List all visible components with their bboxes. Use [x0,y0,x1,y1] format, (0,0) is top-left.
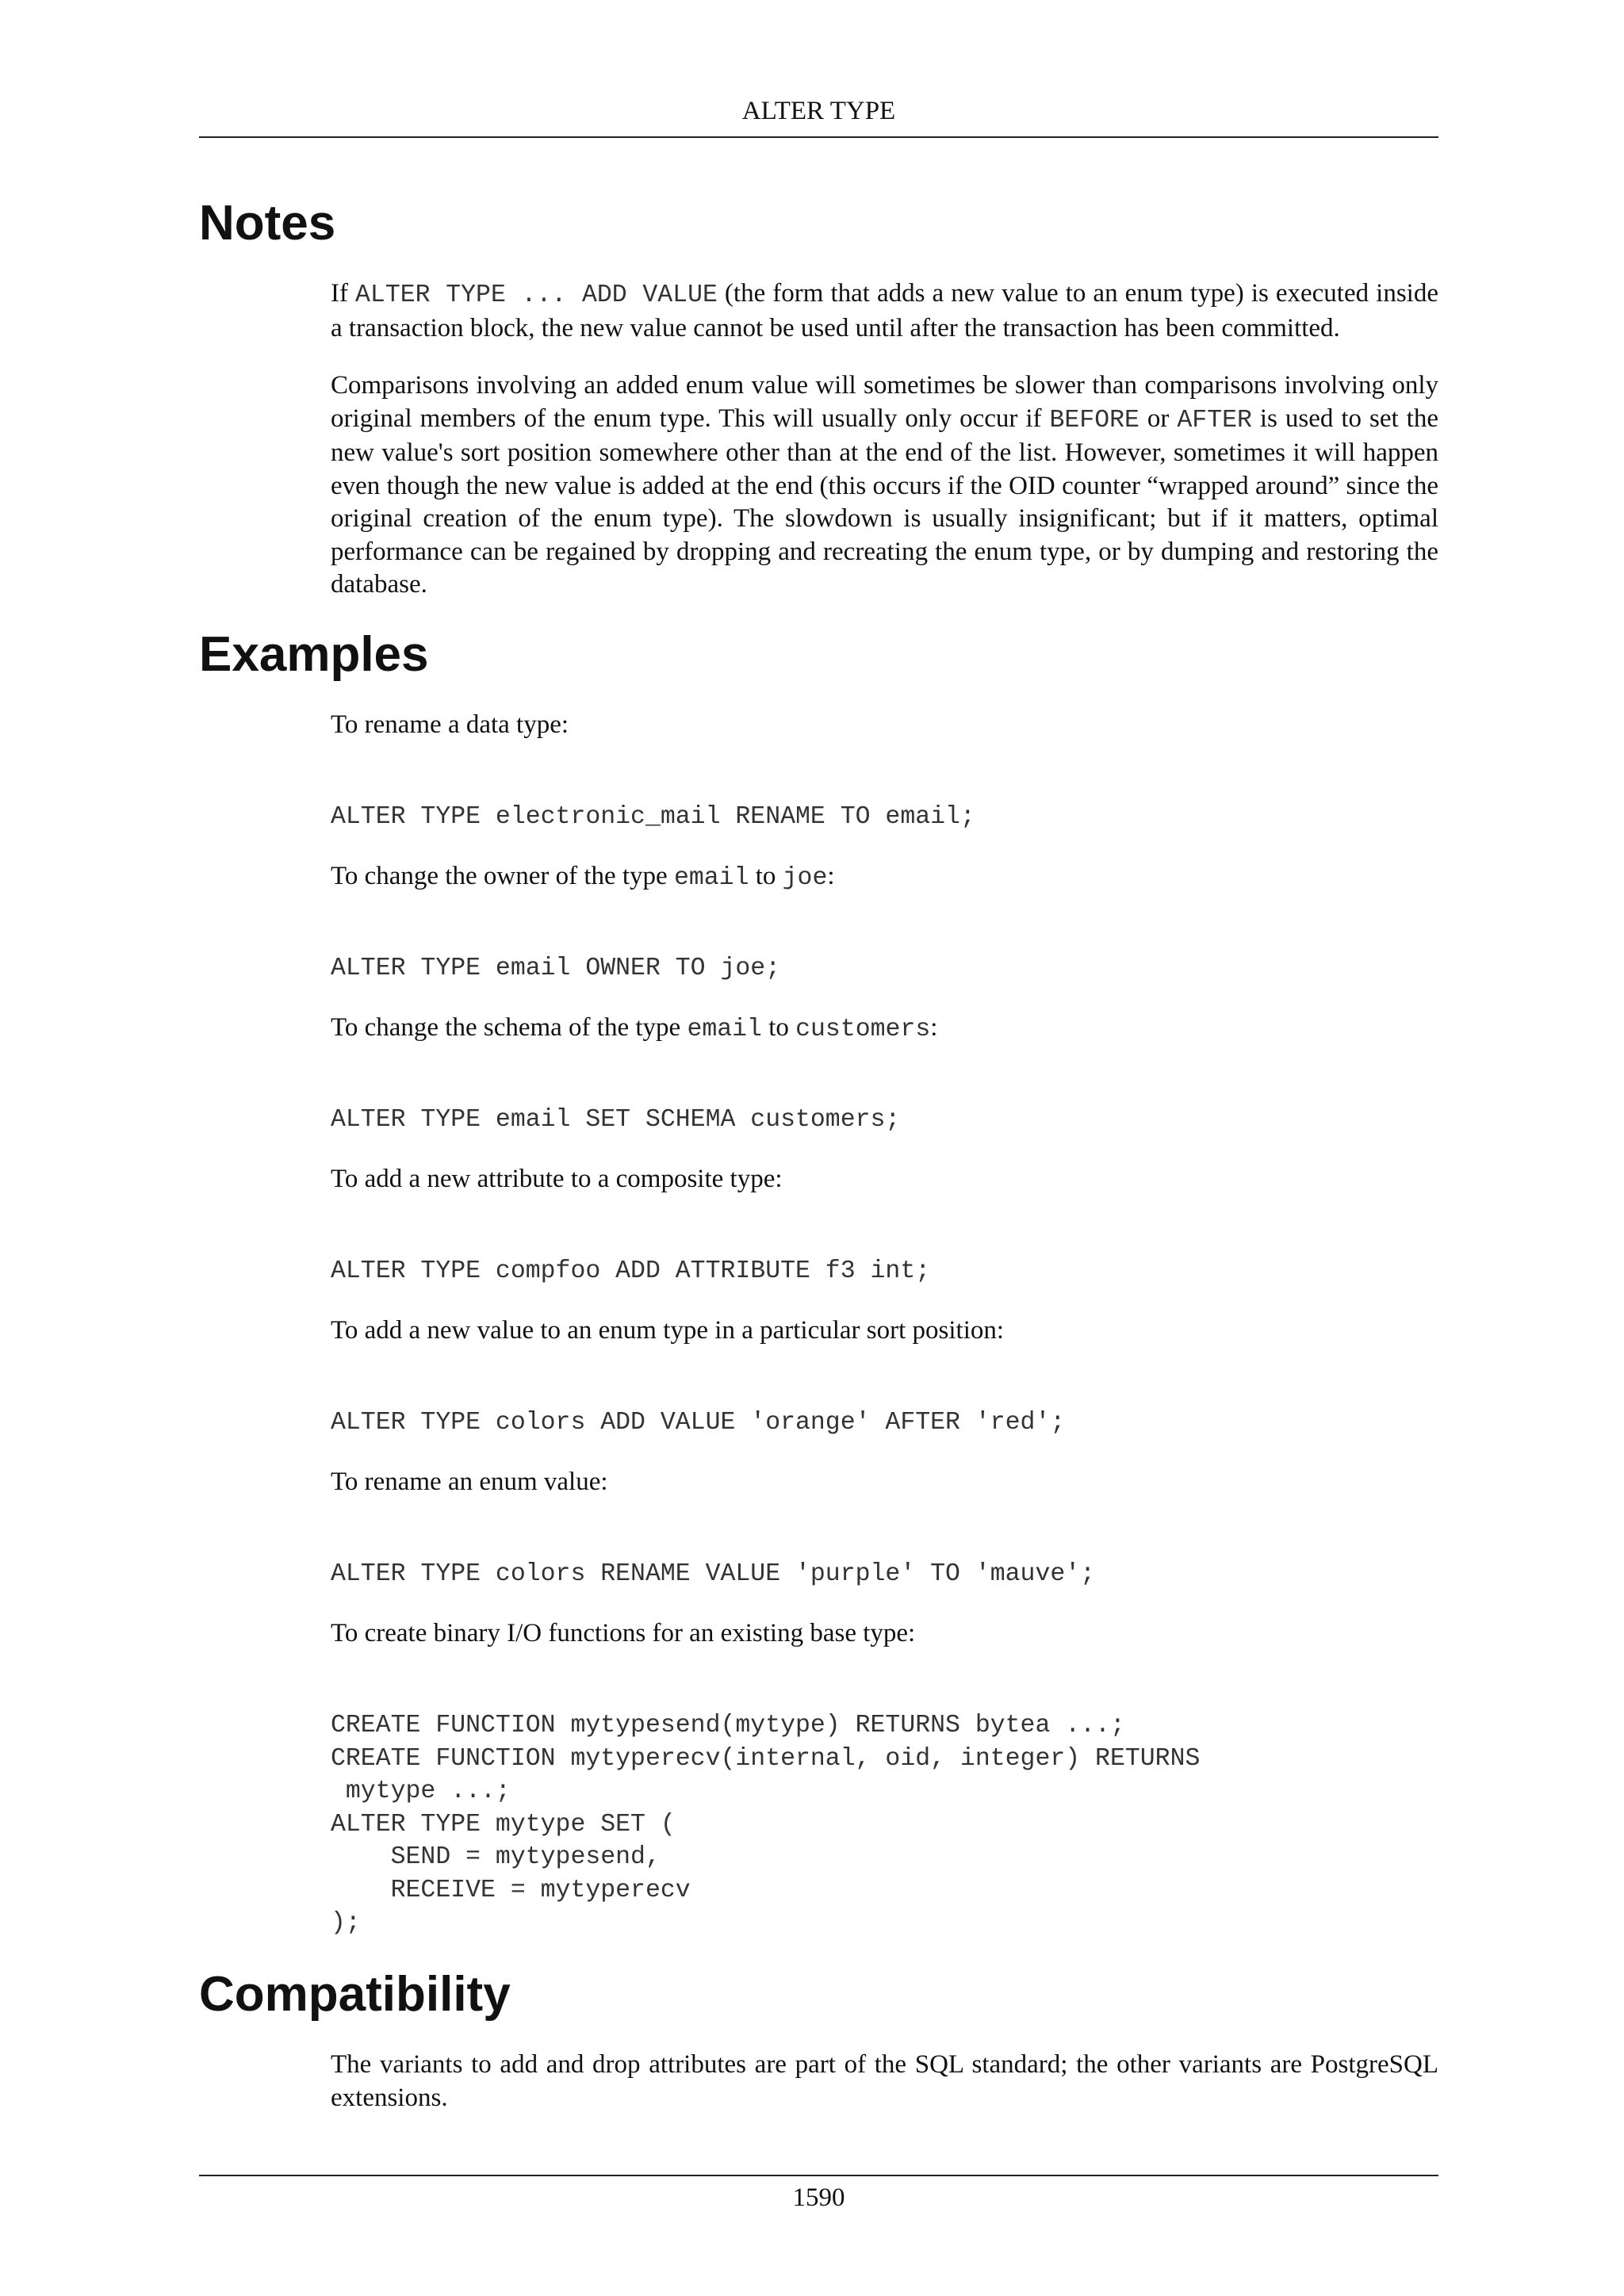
text-run: (the form that adds a new value to an enum type) is executed inside a transaction block, the new value cannot be used until after the transaction has been committed. [331,279,1438,342]
text-run: To change the owner of the type [331,862,674,890]
example-6-description: To rename an enum value: [331,1468,608,1496]
text-run: is used to set the new value's sort position somewhere other than at the end of the list. However, sometimes it will happen even though the new value is added at the end (this occurs if the OID counter “wrapped around” since the original creation of the enum type). The slowdown is usually insignificant; but if it matters, optimal performance can be regained by dropping and recreating the enum type, or by dumping and restoring the database. [331,404,1438,599]
notes-heading: Notes [199,196,336,251]
header-rule [199,136,1438,138]
running-header: ALTER TYPE [741,97,896,125]
footer-rule [199,2175,1438,2176]
example-1-code: ALTER TYPE electronic_mail RENAME TO email; [331,803,975,831]
example-5-description: To add a new value to an enum type in a particular sort position: [331,1316,1005,1345]
notes-paragraph-1 [331,277,1438,345]
example-3-description [331,1012,1438,1047]
inline-code: BEFORE [1049,406,1139,434]
text-run: : [930,1013,938,1042]
text-run: or [1139,404,1178,433]
example-4-code: ALTER TYPE compfoo ADD ATTRIBUTE f3 int; [331,1257,931,1285]
example-7-code: CREATE FUNCTION mytypesend(mytype) RETURNS bytea ...; CREATE FUNCTION mytyperecv(internal, oid, integer) RETURNS mytype ...; ALTER TYPE mytype SET ( SEND = mytypesend, RECEIVE = mytyperecv ); [331,1712,1201,1937]
inline-code: ALTER TYPE ... ADD VALUE [355,281,718,309]
example-6-code: ALTER TYPE colors RENAME VALUE 'purple' TO 'mauve'; [331,1560,1096,1588]
compatibility-heading: Compatibility [199,1967,511,2022]
example-1-description: To rename a data type: [331,710,569,739]
inline-code: email [673,864,749,892]
example-3-code: ALTER TYPE email SET SCHEMA customers; [331,1106,901,1134]
example-4-description: To add a new attribute to a composite type: [331,1165,783,1193]
text-run: Comparisons involving an added enum value will sometimes be slower than comparisons involving only original members of the enum type. This will usually only occur if [331,371,1438,433]
example-7-description: To create binary I/O functions for an existing base type: [331,1619,916,1647]
text-run: To change the schema of the type [331,1013,688,1042]
example-2-code: ALTER TYPE email OWNER TO joe; [331,955,781,982]
example-5-code: ALTER TYPE colors ADD VALUE 'orange' AFTER 'red'; [331,1409,1066,1437]
inline-code: AFTER [1177,406,1252,434]
inline-code: email [687,1016,762,1043]
text-run: to [749,862,783,890]
inline-code: joe [782,864,828,892]
notes-paragraph-2 [331,369,1438,602]
text-run: If [331,279,356,308]
page-number: 1590 [792,2183,845,2212]
examples-heading: Examples [199,627,429,682]
text-run: : [827,862,835,890]
compatibility-paragraph: The variants to add and drop attributes are part of the SQL standard; the other variants are PostgreSQL extensions. [331,2050,1438,2112]
text-run: to [761,1013,796,1042]
inline-code: customers [795,1016,931,1043]
example-2-description [331,860,1438,895]
